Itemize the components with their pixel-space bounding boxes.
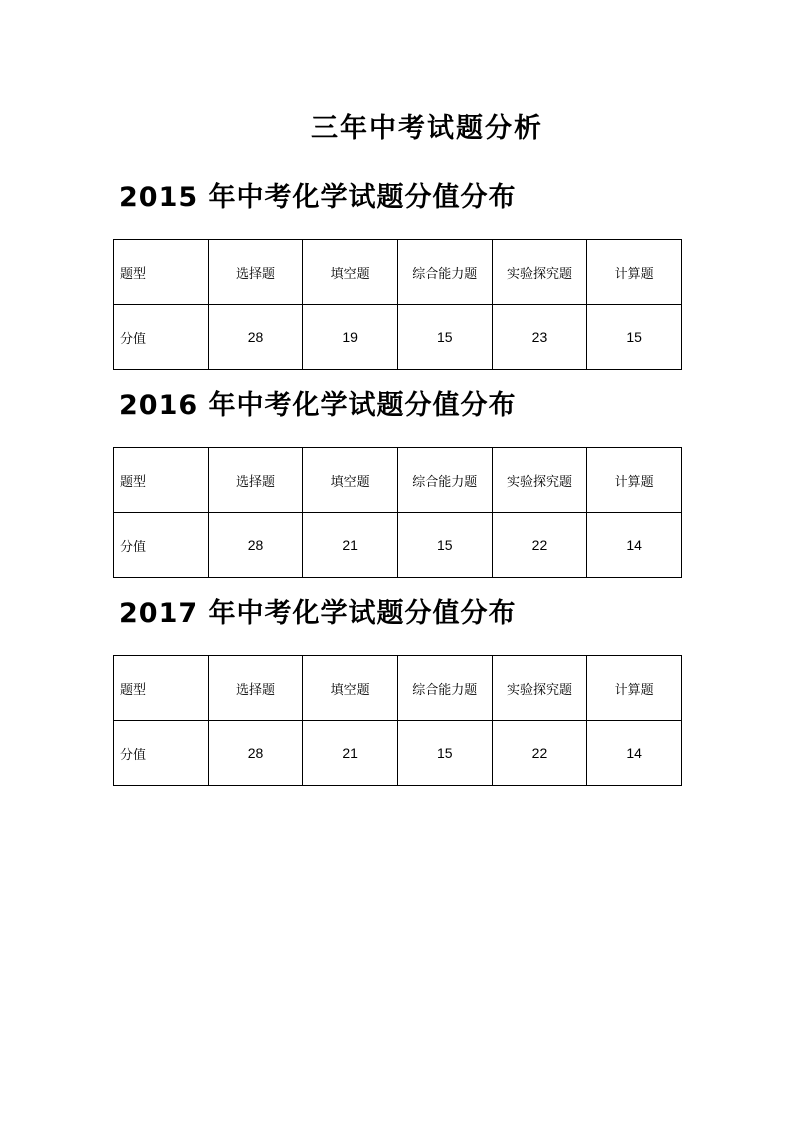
score-cell: 15 xyxy=(397,513,492,578)
table-row-question-types xyxy=(114,656,682,721)
row-label-question-type: 题型 xyxy=(114,656,209,721)
score-cell: 22 xyxy=(492,721,587,786)
column-header: 实验探究题 xyxy=(492,656,587,721)
column-header: 计算题 xyxy=(587,240,682,305)
score-table-2015 xyxy=(113,239,682,370)
score-cell: 23 xyxy=(492,305,587,370)
column-header: 综合能力题 xyxy=(397,240,492,305)
table-row-question-types xyxy=(114,240,682,305)
column-header: 选择题 xyxy=(208,448,303,513)
section-heading-2017: 2017 年中考化学试题分值分布 xyxy=(119,598,517,629)
score-table-2017 xyxy=(113,655,682,786)
column-header: 实验探究题 xyxy=(492,240,587,305)
section-heading-2016: 2016 年中考化学试题分值分布 xyxy=(119,390,517,421)
score-cell: 21 xyxy=(303,721,398,786)
column-header: 选择题 xyxy=(208,240,303,305)
score-cell: 28 xyxy=(208,513,303,578)
column-header: 填空题 xyxy=(303,656,398,721)
column-header: 综合能力题 xyxy=(397,656,492,721)
section-heading-2015: 2015 年中考化学试题分值分布 xyxy=(119,182,517,213)
score-cell: 28 xyxy=(208,721,303,786)
row-label-score: 分值 xyxy=(114,513,209,578)
document-title: 三年中考试题分析 xyxy=(311,113,543,144)
row-label-question-type: 题型 xyxy=(114,448,209,513)
table-row-scores xyxy=(114,305,682,370)
score-cell: 15 xyxy=(587,305,682,370)
table-row-scores xyxy=(114,721,682,786)
score-cell: 15 xyxy=(397,721,492,786)
table-row-question-types xyxy=(114,448,682,513)
score-cell: 28 xyxy=(208,305,303,370)
score-cell: 15 xyxy=(397,305,492,370)
table-row-scores xyxy=(114,513,682,578)
score-cell: 19 xyxy=(303,305,398,370)
score-cell: 22 xyxy=(492,513,587,578)
row-label-question-type: 题型 xyxy=(114,240,209,305)
score-cell: 14 xyxy=(587,721,682,786)
row-label-score: 分值 xyxy=(114,305,209,370)
score-cell: 14 xyxy=(587,513,682,578)
score-table-2016 xyxy=(113,447,682,578)
column-header: 计算题 xyxy=(587,448,682,513)
column-header: 填空题 xyxy=(303,240,398,305)
score-cell: 21 xyxy=(303,513,398,578)
column-header: 填空题 xyxy=(303,448,398,513)
column-header: 综合能力题 xyxy=(397,448,492,513)
column-header: 实验探究题 xyxy=(492,448,587,513)
column-header: 选择题 xyxy=(208,656,303,721)
row-label-score: 分值 xyxy=(114,721,209,786)
column-header: 计算题 xyxy=(587,656,682,721)
